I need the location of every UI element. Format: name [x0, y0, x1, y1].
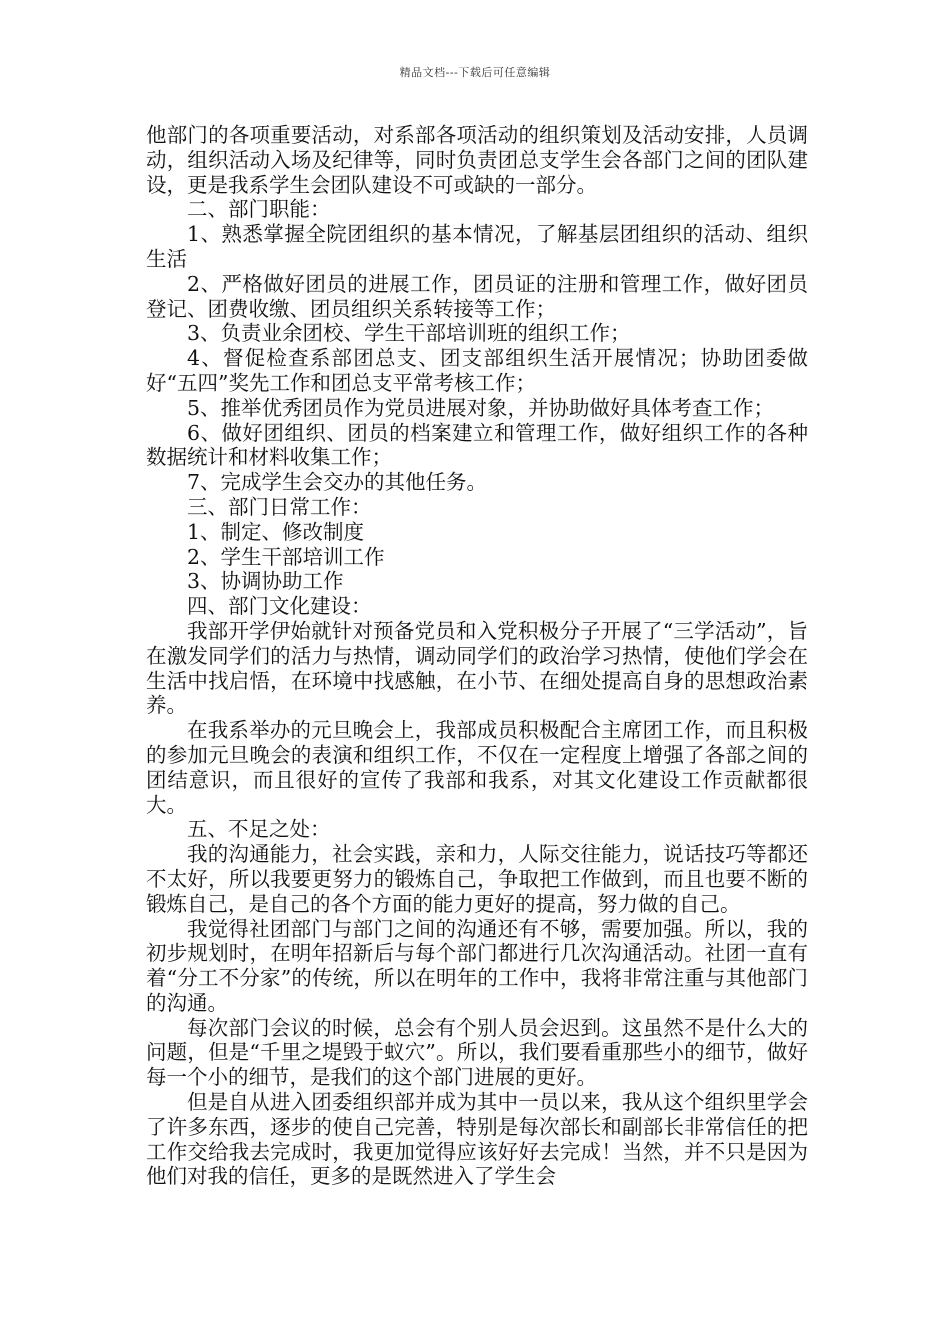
paragraph: 在我系举办的元旦晚会上，我部成员积极配合主席团工作，而且积极的参加元旦晚会的表演和组织工作，不仅在一定程度上增强了各部之间的团结意识，而且很好的宣传了我部和我系，对其文化建设工作贡献都很大。 — [146, 718, 808, 817]
list-item: 1、制定、修改制度 — [187, 519, 365, 544]
list-item: 6、做好团组织、团员的档案建立和管理工作，做好组织工作的各种数据统计和材料收集工作； — [146, 420, 808, 470]
paragraph: 但是自从进入团委组织部并成为其中一员以来，我从这个组织里学会了许多东西，逐步的使自己完善，特别是每次部长和副部长非常信任的把工作交给我去完成时，我更加觉得应该好好去完成！当然，并不只是因为他们对我的信任，更多的是既然进入了学生会 — [146, 1090, 808, 1189]
list-item: 2、学生干部培训工作 — [187, 544, 385, 569]
section-heading: 五、不足之处： — [187, 817, 331, 842]
list-item: 7、完成学生会交办的其他任务。 — [187, 470, 488, 495]
list-item: 5、推举优秀团员作为党员进展对象，并协助做好具体考查工作； — [187, 395, 775, 420]
list-item: 1、熟悉掌握全院团组织的基本情况，了解基层团组织的活动、组织生活 — [146, 222, 808, 271]
section-heading: 二、部门职能： — [187, 197, 331, 222]
section-heading: 四、部门文化建设： — [187, 594, 372, 619]
list-item: 3、负责业余团校、学生干部培训班的组织工作； — [187, 321, 631, 346]
paragraph: 我部开学伊始就针对预备党员和入党积极分子开展了“三学活动”，旨在激发同学们的活力与热情，调动同学们的政治学习热情，使他们学会在生活中找启悟，在环境中找感触，在小节、在细处提高自身的思想政治素养。 — [146, 618, 808, 718]
section-heading: 三、部门日常工作： — [187, 494, 372, 519]
paragraph: 我的沟通能力，社会实践，亲和力，人际交往能力，说话技巧等都还不太好，所以我要更努力的锻炼自己，争取把工作做到，而且也要不断的锻炼自己，是自己的各个方面的能力更好的提高，努力做的自己。 — [146, 842, 808, 916]
paragraph: 他部门的各项重要活动，对系部各项活动的组织策划及活动安排，人员调动，组织活动入场及纪律等，同时负责团总支学生会各部门之间的团队建设，更是我系学生会团队建设不可或缺的一部分。 — [146, 123, 808, 197]
list-item: 3、协调协助工作 — [187, 569, 344, 594]
paragraph: 每次部门会议的时候，总会有个别人员会迟到。这虽然不是什么大的问题，但是“千里之堤毁于蚁穴”。所以，我们要看重那些小的细节，做好每一个小的细节，是我们的这个部门进展的更好。 — [146, 1015, 808, 1090]
list-item: 4、督促检查系部团总支、团支部组织生活开展情况；协助团委做好“五四”奖先工作和团总支平常考核工作； — [146, 346, 808, 395]
list-item: 2、严格做好团员的进展工作，团员证的注册和管理工作，做好团员登记、团费收缴、团员组织关系转接等工作； — [146, 271, 808, 321]
document-body — [146, 123, 808, 1189]
page-header: 精品文档---下载后可任意编辑 — [399, 66, 551, 79]
paragraph: 我觉得社团部门与部门之间的沟通还有不够，需要加强。所以，我的初步规划时，在明年招新后与每个部门都进行几次沟通活动。社团一直有着“分工不分家”的传统，所以在明年的工作中，我将非常注重与其他部门的沟通。 — [146, 916, 808, 1015]
